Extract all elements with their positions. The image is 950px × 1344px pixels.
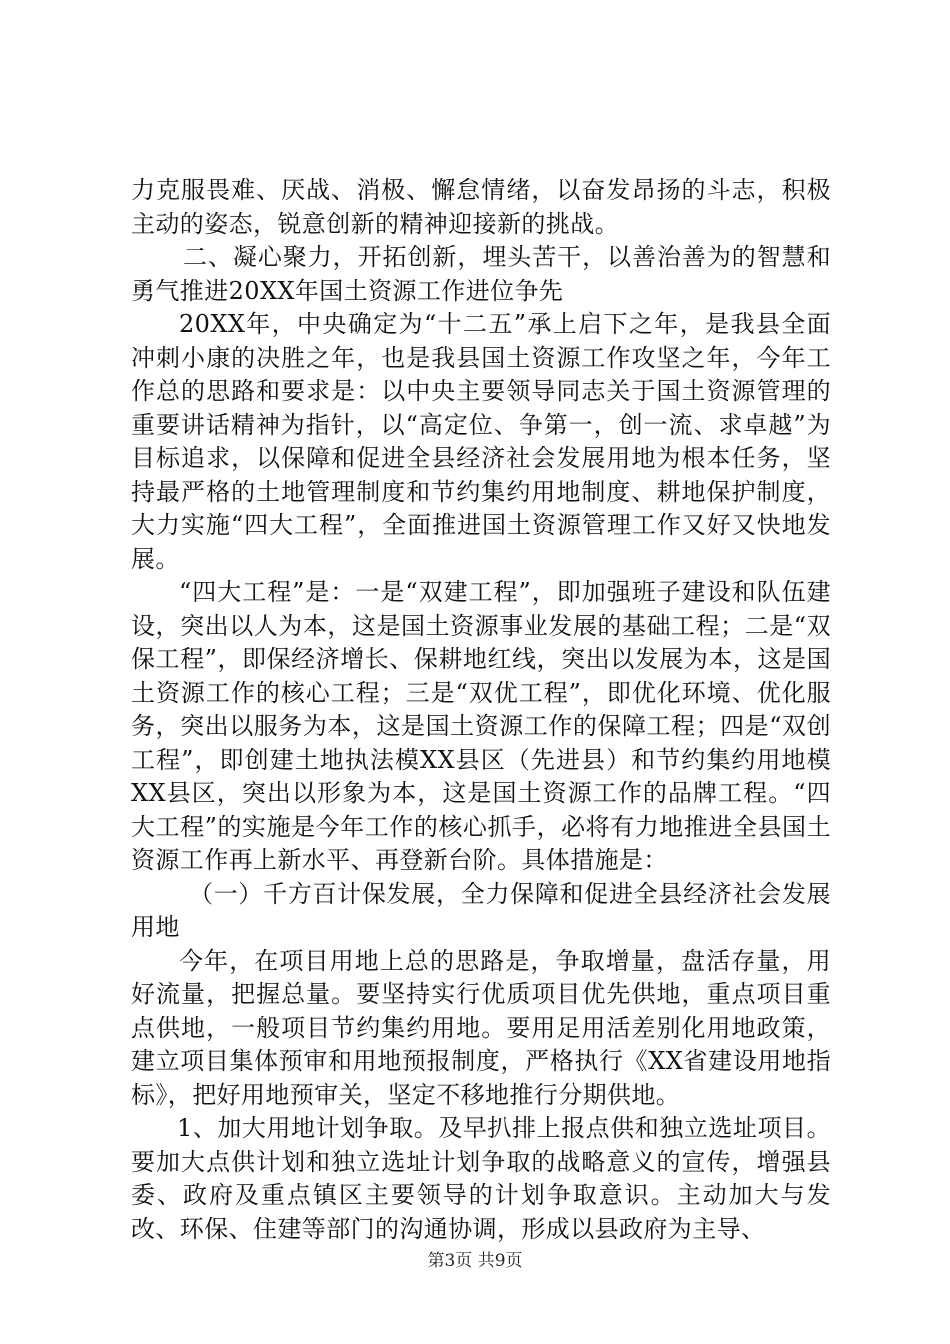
paragraph-continuation: 力克服畏难、厌战、消极、懈怠情绪，以奋发昂扬的斗志，积极主动的姿态，锐意创新的精神迎接新的挑战。	[131, 176, 831, 238]
paragraph-land-use: 今年，在项目用地上总的思路是，争取增量，盘活存量，用好流量，把握总量。要坚持实行优质项目优先供地，重点项目重点供地，一般项目节约集约用地。要用足用活差别化用地政策，建立项目集体预审和用地预报制度，严格执行《XX省建设用地指标》，把好用地预审关，坚定不移地推行分期供地。	[131, 946, 831, 1109]
page-number-footer: 第3页 共9页	[427, 1251, 523, 1271]
section-heading-2: 二、凝心聚力，开拓创新，埋头苦干，以善治善为的智慧和勇气推进20XX年国土资源工作进位争先	[131, 243, 831, 305]
paragraph-four-projects: “四大工程”是：一是“双建工程”，即加强班子建设和队伍建设，突出以人为本，这是国土资源事业发展的基础工程；二是“双保工程”，即保经济增长、保耕地红线，突出以发展为本，这是国土资源工作的核心工程；三是“双优工程”，即优化环境、优化服务，突出以服务为本，这是国土资源工作的保障工程；四是“双创工程”，即创建土地执法模XX县区（先进县）和节约集约用地模XX县区，突出以形象为本，这是国土资源工作的品牌工程。“四大工程”的实施是今年工作的核心抓手，必将有力地推进全县国土资源工作再上新水平、再登新台阶。具体措施是：	[131, 578, 831, 874]
subsection-heading-1: （一）千方百计保发展，全力保障和促进全县经济社会发展用地	[131, 879, 831, 941]
document-body	[131, 174, 831, 1246]
paragraph-overview: 20XX年，中央确定为“十二五”承上启下之年，是我县全面冲刺小康的决胜之年，也是我县国土资源工作攻坚之年，今年工作总的思路和要求是：以中央主要领导同志关于国土资源管理的重要讲话精神为指针，以“高定位、争第一，创一流、求卓越”为目标追求，以保障和促进全县经济社会发展用地为根本任务，坚持最严格的土地管理制度和节约集约用地制度、耕地保护制度，大力实施“四大工程”，全面推进国土资源管理工作又好又快地发展。	[131, 310, 831, 573]
list-item-1: 1、加大用地计划争取。及早扒排上报点供和独立选址项目。要加大点供计划和独立选址计划争取的战略意义的宣传，增强县委、政府及重点镇区主要领导的计划争取意识。主动加大与发改、环保、住建等部门的沟通协调，形成以县政府为主导、	[131, 1114, 831, 1243]
